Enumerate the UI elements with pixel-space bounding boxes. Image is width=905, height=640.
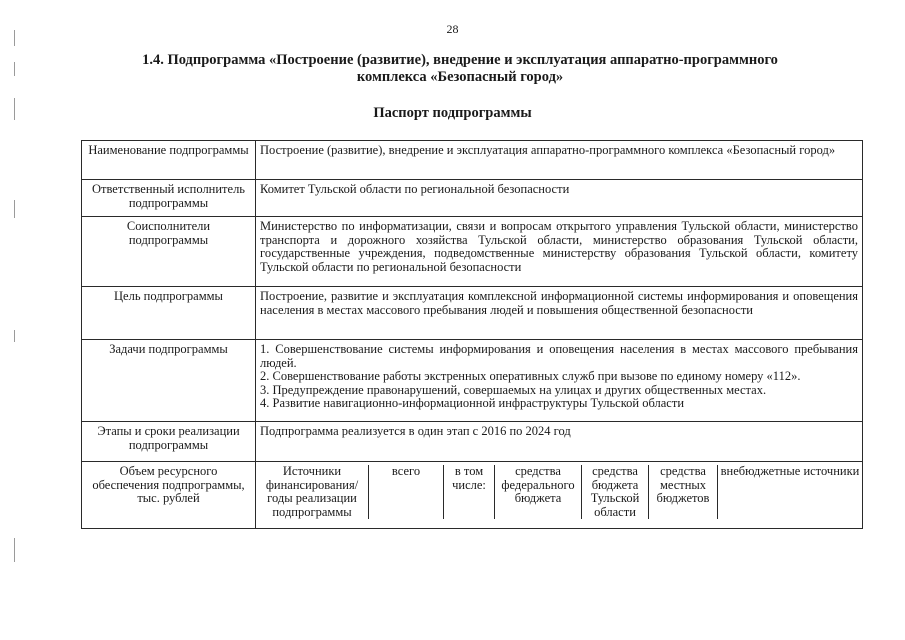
page-number: 28 [446, 22, 459, 36]
funding-column-header: средства местных бюджетов [649, 465, 718, 519]
funding-column-header: внебюджетные источники [718, 465, 863, 519]
task-item: 4. Развитие навигационно-информационной инфраструктуры Тульской области [260, 396, 685, 410]
margin-mark [14, 98, 15, 120]
funding-table [256, 465, 862, 519]
row-label: Соисполнители подпрограммы [82, 217, 256, 287]
task-item: 2. Совершенствование работы экстренных оперативных служб при вызове по единому номеру «112». [260, 369, 801, 383]
row-label: Этапы и сроки реализации подпрограммы [82, 422, 256, 462]
row-value: Министерство по информатизации, связи и вопросам открытого управления Тульской области, министерство транспорта и дорожного хозяйства Тульской области, министерство образования Тульской области, государственные учреждения, подведомственные министерству образования Тульской области, комитету Тульской области по региональной безопасности [256, 217, 863, 287]
funding-column-header: средства федерального бюджета [495, 465, 582, 519]
funding-column-header: средства бюджета Тульской области [582, 465, 649, 519]
table-row [82, 462, 863, 529]
row-label: Объем ресурсного обеспечения подпрограммы, тыс. рублей [82, 462, 256, 529]
task-item: 3. Предупреждение правонарушений, совершаемых на улицах и других общественных местах. [260, 382, 767, 397]
margin-mark [14, 30, 15, 46]
margin-mark [14, 200, 15, 218]
row-label: Задачи подпрограммы [82, 340, 256, 422]
row-value: Комитет Тульской области по региональной безопасности [256, 180, 863, 217]
funding-header-row [256, 465, 862, 519]
tasks-cell [256, 340, 863, 422]
margin-mark [14, 330, 15, 342]
table-row [82, 141, 863, 180]
row-value: Подпрограмма реализуется в один этап с 2016 по 2024 год [256, 422, 863, 462]
table-row [82, 217, 863, 287]
funding-column-header: Источники финансирования/ годы реализации подпрограммы [265, 464, 359, 519]
task-item: 1. Совершенствование системы информирования и оповещения населения в местах массового пребывания людей. [260, 342, 858, 370]
table-row [82, 180, 863, 217]
passport-table [81, 140, 863, 529]
table-row [82, 340, 863, 422]
subprogram-heading: 1.4. Подпрограмма «Построение (развитие), внедрение и эксплуатация аппаратно-программного комплекса «Безопасный город» [142, 52, 778, 85]
row-label: Цель подпрограммы [82, 287, 256, 340]
row-value: Построение, развитие и эксплуатация комплексной информационной системы информирования и оповещения населения в местах массового пребывания людей и повышения общественной безопасности [256, 287, 863, 340]
funding-column-header: в том числе: [444, 465, 495, 519]
funding-column-header: всего [369, 465, 444, 519]
margin-mark [14, 62, 15, 76]
row-label: Наименование подпрограммы [82, 141, 256, 180]
funding-cell [256, 462, 863, 529]
table-row [82, 287, 863, 340]
table-row [82, 422, 863, 462]
passport-title: Паспорт подпрограммы [373, 105, 532, 121]
row-value: Построение (развитие), внедрение и эксплуатация аппаратно-программного комплекса «Безопасный город» [256, 141, 863, 180]
row-label: Ответственный исполнитель подпрограммы [82, 180, 256, 217]
margin-mark [14, 538, 15, 562]
